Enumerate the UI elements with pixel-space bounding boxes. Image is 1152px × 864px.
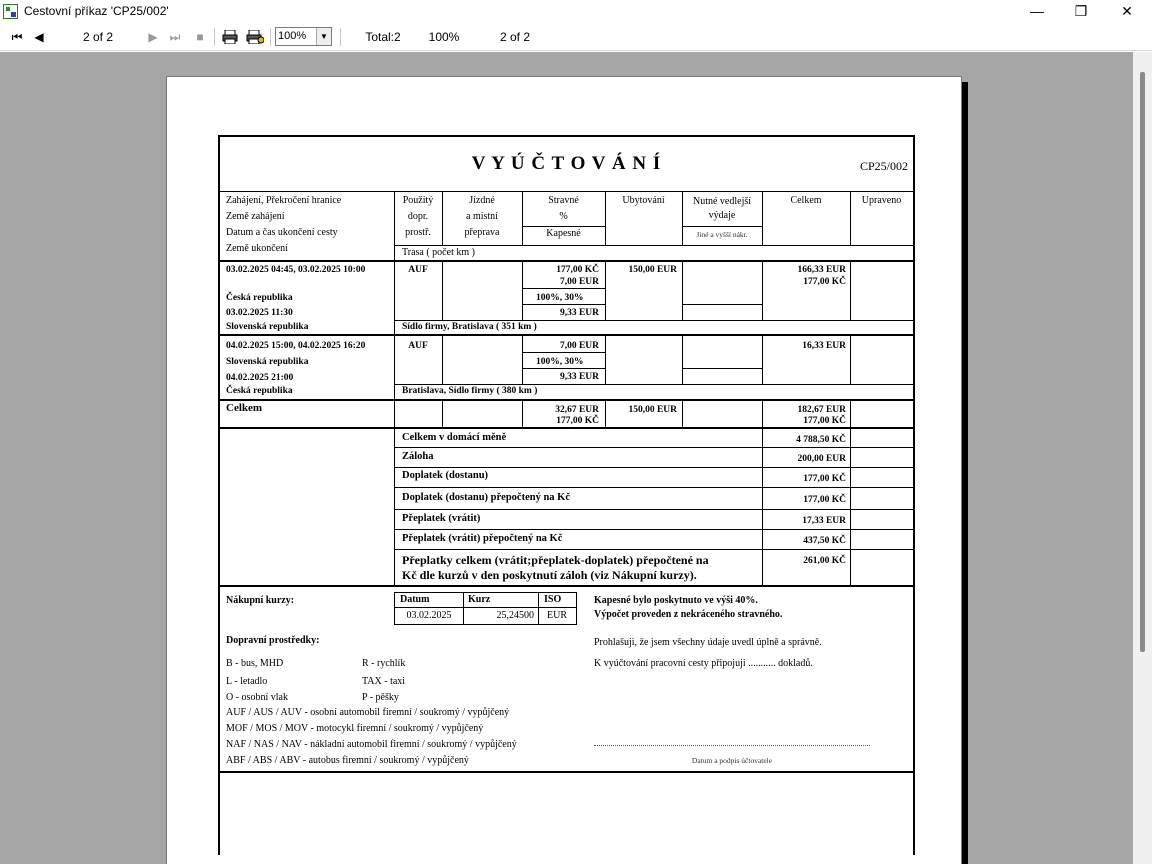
row2-percent: 100%, 30% [536, 357, 584, 367]
total-ubytovani: 150,00 EUR [628, 405, 677, 415]
rule [394, 529, 913, 530]
rule [394, 467, 913, 468]
total-label: Celkem [226, 402, 263, 414]
page-of: 2 of 2 [499, 30, 531, 44]
print-setup-icon[interactable] [244, 23, 266, 51]
transport-item-0: B - bus, MHD [226, 658, 284, 669]
summary-label-4: Přeplatek (vrátit) [402, 513, 481, 524]
print-icon[interactable] [220, 23, 240, 51]
transport-item-3: TAX - taxi [362, 676, 406, 687]
total-label: Total:2 [365, 30, 401, 44]
summary-label-5: Přeplatek (vrátit) přepočtený na Kč [402, 533, 563, 544]
summary-value-6: 261,00 KČ [803, 556, 846, 566]
rates-h-kurz: Kurz [468, 594, 491, 605]
rule [220, 334, 913, 336]
document-title: V Y Ú Č T O V Á N Í [471, 153, 662, 174]
row2-route: Bratislava, Sídlo firmy ( 380 km ) [402, 386, 538, 396]
rule [220, 585, 913, 587]
summary-label-3: Doplatek (dostanu) přepočtený na Kč [402, 492, 571, 503]
summary-value-3: 177,00 KČ [803, 495, 846, 505]
transport-item-1: R - rychlík [362, 658, 406, 669]
row1-start-country: Česká republika [226, 293, 293, 303]
rule [682, 304, 762, 305]
hdr-left1: Zahájení, Překročení hranice [226, 195, 342, 206]
row1-kapesne: 9,33 EUR [559, 308, 599, 318]
rule [850, 262, 851, 320]
row2-transport: AUF [408, 341, 428, 351]
rule [394, 447, 913, 448]
summary-value-1: 200,00 EUR [797, 454, 846, 464]
rule [442, 262, 443, 320]
row1-start: 03.02.2025 04:45, 03.02.2025 10:00 [226, 265, 366, 275]
row1-end: 03.02.2025 11:30 [226, 308, 293, 318]
total-celkem1: 182,67 EUR [797, 405, 846, 415]
rates-table [394, 592, 577, 625]
separator [270, 28, 271, 46]
rates-iso: EUR [547, 610, 567, 621]
rule [220, 771, 913, 773]
hdr-celkem: Celkem [790, 195, 822, 206]
stop-icon[interactable]: ■ [196, 30, 204, 44]
rule [682, 401, 683, 427]
transport-item-8: NAF / NAS / NAV - nákladní automobil firemní / soukromý / vypůjčený [226, 739, 517, 750]
first-page-icon[interactable]: ⏮ [11, 30, 23, 44]
note-pocket-money: Kapesné bylo poskytnuto ve výši 40%. [594, 595, 758, 606]
row1-ubytovani: 150,00 EUR [628, 265, 677, 275]
hdr-left4: Země ukončení [226, 243, 288, 254]
rates-datum: 03.02.2025 [406, 610, 452, 621]
rule [442, 401, 443, 427]
rule [394, 549, 913, 550]
hdr-pouz2: dopr. [407, 211, 429, 222]
rates-h-iso: ISO [544, 594, 562, 605]
rule [850, 336, 851, 384]
transport-item-6: AUF / AUS / AUV - osobní automobil firemní / soukromý / vypůjčený [226, 707, 510, 718]
declaration: Prohlašuji, že jsem všechny údaje uvedl úplně a správně. [594, 637, 822, 648]
rule [220, 260, 913, 262]
summary-label-6b: Kč dle kurzů v den poskytnutí záloh (viz Nákupní kurzy). [402, 568, 697, 582]
summary-value-4: 17,33 EUR [802, 516, 846, 526]
summary-value-2: 177,00 KČ [803, 474, 846, 484]
rule [522, 368, 605, 369]
separator [340, 28, 341, 46]
hdr-pouz3: prostř. [405, 227, 431, 238]
row2-stravne1: 7,00 EUR [559, 341, 599, 351]
zoom-select[interactable] [275, 27, 332, 46]
app-icon [3, 4, 18, 19]
signature-line [594, 745, 870, 746]
hdr-kap: Kapesné [546, 228, 581, 239]
signature-label: Datum a podpis účtovatele [691, 756, 773, 765]
rule [522, 352, 605, 353]
hdr-jiz1: Jízdné [469, 195, 495, 206]
rule [394, 245, 913, 246]
hdr-nut2: výdaje [708, 210, 736, 221]
row1-stravne1: 177,00 KČ [556, 265, 599, 275]
hdr-upraveno: Upraveno [861, 195, 902, 206]
prev-page-icon[interactable]: ◀ [34, 30, 44, 44]
rule [682, 368, 762, 369]
row1-end-country: Slovenská republika [226, 322, 309, 332]
row2-celkem1: 16,33 EUR [802, 341, 846, 351]
chevron-down-icon[interactable]: ▼ [316, 28, 331, 45]
total-stravne2: 177,00 KČ [556, 416, 599, 426]
minimize-button[interactable]: — [1030, 3, 1044, 19]
rule [682, 262, 683, 320]
rule [682, 336, 683, 384]
rates-h-datum: Datum [400, 594, 430, 605]
row1-transport: AUF [408, 265, 428, 275]
rule [605, 336, 606, 384]
total-stravne1: 32,67 EUR [555, 405, 599, 415]
zoom-value: 100% [278, 30, 307, 42]
note-calculation: Výpočet proveden z nekráceného stravného. [594, 609, 783, 620]
hdr-jiz2: a místní [466, 211, 498, 222]
page-indicator: 2 of 2 [82, 30, 114, 44]
title-bar [0, 0, 1152, 23]
transport-item-7: MOF / MOS / MOV - motocykl firemní / soukromý / vypůjčený [226, 723, 484, 734]
vertical-scrollbar[interactable] [1133, 52, 1152, 864]
row2-start: 04.02.2025 15:00, 04.02.2025 16:20 [226, 341, 366, 351]
transport-title: Dopravní prostředky: [226, 635, 320, 646]
rule [522, 304, 605, 305]
maximize-button[interactable]: ❐ [1074, 3, 1088, 19]
rule [442, 336, 443, 384]
rule [522, 288, 605, 289]
rule [220, 427, 913, 429]
attachments: K vyúčtování pracovní cesty připojuji ........... dokladů. [594, 658, 813, 669]
window-title: Cestovní příkaz 'CP25/002' [24, 4, 169, 18]
hdr-jiz3: přeprava [464, 227, 500, 238]
hdr-trasa: Trasa ( počet km ) [402, 247, 475, 258]
document-number: CP25/002 [859, 159, 908, 173]
settlement-document [218, 135, 915, 855]
next-page-icon[interactable]: ▶ [148, 30, 158, 44]
summary-value-5: 437,50 KČ [803, 536, 846, 546]
summary-label-0: Celkem v domácí měně [402, 432, 507, 443]
hdr-uby: Ubytování [622, 195, 665, 206]
row2-kapesne: 9,33 EUR [559, 372, 599, 382]
rule [394, 509, 913, 510]
total-celkem2: 177,00 KČ [803, 416, 846, 426]
summary-label-1: Záloha [402, 451, 434, 462]
rates-label: Nákupní kurzy: [226, 595, 295, 606]
row1-stravne2: 7,00 EUR [559, 277, 599, 287]
hdr-jine: Jiné a vyšší nákr. [696, 230, 748, 239]
row2-start-country: Slovenská republika [226, 357, 309, 367]
scrollbar-thumb[interactable] [1140, 72, 1145, 652]
report-viewport[interactable] [0, 52, 1133, 864]
separator [214, 28, 215, 46]
rule [220, 399, 913, 401]
rule [220, 191, 913, 192]
summary-value-0: 4 788,50 KČ [796, 435, 846, 445]
row1-celkem1: 166,33 EUR [797, 265, 846, 275]
last-page-icon[interactable]: ⏭ [169, 30, 181, 44]
row1-route: Sídlo firmy, Bratislava ( 351 km ) [402, 322, 537, 332]
hdr-left2: Země zahájení [226, 211, 285, 222]
hdr-str1: Stravné [548, 195, 579, 206]
rule [522, 226, 605, 227]
rule [682, 226, 762, 227]
hdr-left3: Datum a čas ukončení cesty [226, 227, 338, 238]
report-page [166, 76, 962, 864]
row1-percent: 100%, 30% [536, 293, 584, 303]
summary-label-2: Doplatek (dostanu) [402, 470, 489, 481]
rule [395, 607, 576, 608]
transport-item-4: O - osobní vlak [226, 692, 288, 703]
transport-item-9: ABF / ABS / ABV - autobus firemní / soukromý / vypůjčený [226, 755, 469, 766]
row2-end-country: Česká republika [226, 386, 293, 396]
summary-label-6a: Přeplatky celkem (vrátit;přeplatek-doplatek) přepočtené na [402, 553, 709, 567]
rule [394, 429, 395, 585]
rates-kurz: 25,24500 [496, 610, 534, 621]
hdr-str2: % [559, 211, 568, 222]
close-button[interactable]: ✕ [1121, 3, 1133, 19]
row1-celkem2: 177,00 KČ [803, 277, 846, 287]
transport-item-5: P - pěšky [362, 692, 399, 703]
hdr-pouz1: Použitý [402, 195, 434, 206]
rule [394, 487, 913, 488]
hdr-nut1: Nutné vedlejší [692, 196, 752, 207]
report-toolbar [0, 23, 1152, 51]
zoom-percent: 100% [428, 30, 460, 44]
transport-item-2: L - letadlo [226, 676, 268, 687]
row2-end: 04.02.2025 21:00 [226, 373, 294, 383]
